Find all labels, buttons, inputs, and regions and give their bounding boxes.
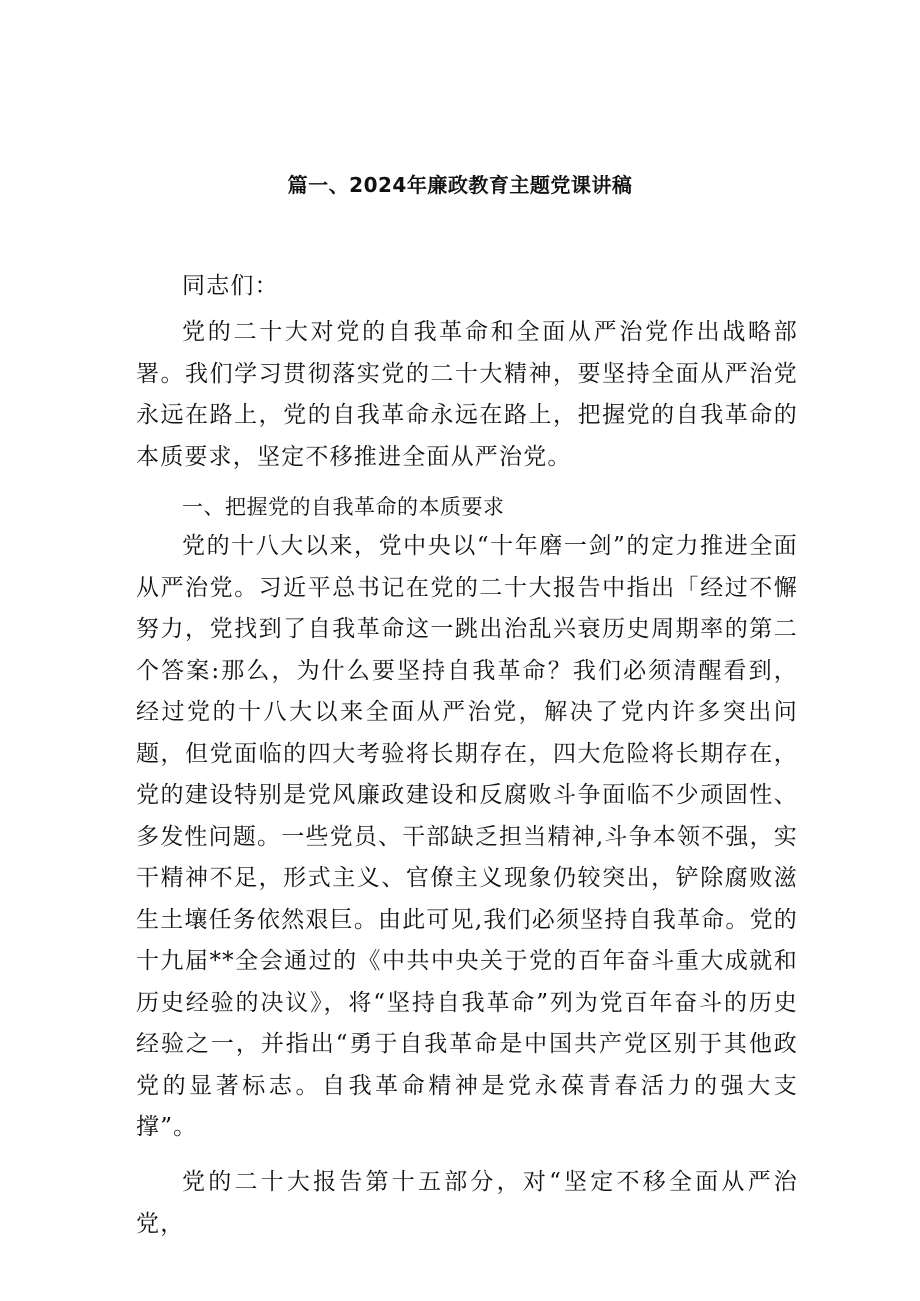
- document-title: 篇一、2024年廉政教育主题党课讲稿: [287, 173, 633, 197]
- section-heading: 一、把握党的自我革命的本质要求: [182, 495, 505, 519]
- paragraph-intro: [136, 312, 798, 478]
- paragraph-text: 党的二十大报告第十五部分，对“坚定不移全面从严治党，: [136, 1169, 798, 1237]
- salutation: 同志们：: [182, 273, 279, 299]
- paragraph-section-one: [136, 526, 798, 1149]
- paragraph-text: 党的二十大对党的自我革命和全面从严治党作出战略部署。我们学习贯彻落实党的二十大精神，要坚持全面从严治党永远在路上，党的自我革命永远在路上，把握党的自我革命的本质要求，坚定不移推进全面从严治党。: [136, 319, 798, 470]
- paragraph-report: [136, 1162, 798, 1245]
- paragraph-text: 党的十八大以来，党中央以“十年磨一剑”的定力推进全面从严治党。习近平总书记在党的二十大报告中指出「经过不懈努力，党找到了自我革命这一跳出治乱兴衰历史周期率的第二个答案:那么，为什么要坚持自我革命？我们必须清醒看到，经过党的十八大以来全面从严治党，解决了党内许多突出问题，但党面临的四大考验将长期存在，四大危险将长期存在，党的建设特别是党风廉政建设和反腐败斗争面临不少顽固性、多发性问题。一些党员、干部缺乏担当精神,斗争本领不强，实干精神不足，形式主义、官僚主义现象仍较突出，铲除腐败滋生土壤任务依然艰巨。由此可见,我们必须坚持自我革命。党的十九届**全会通过的《中共中央关于党的百年奋斗重大成就和历史经验的决议》，将“坚持自我革命”列为党百年奋斗的历史经验之一，并指出“勇于自我革命是中国共产党区别于其他政党的显著标志。自我革命精神是党永葆青春活力的强大支撑”。: [136, 533, 798, 1140]
